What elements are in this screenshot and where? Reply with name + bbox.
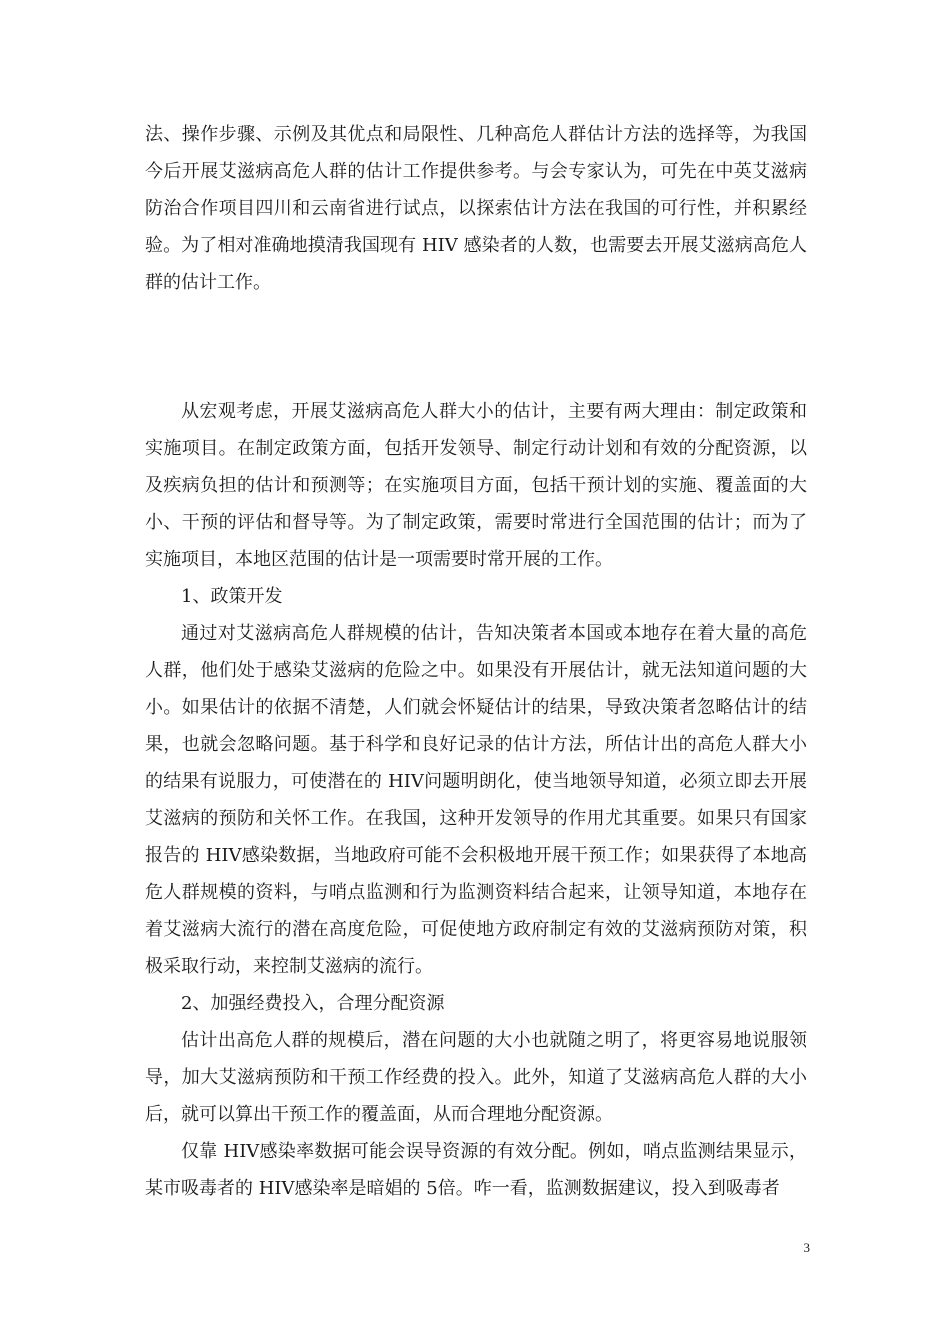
page-number: 3 <box>803 1240 810 1255</box>
section-heading-policy: 1、政策开发 <box>181 586 283 607</box>
paragraph: 仅靠 HIV感染率数据可能会误导资源的有效分配。例如，哨点监测结果显示，某市吸毒者的 HIV感染率是暗娼的 5倍。咋一看，监测数据建议，投入到吸毒者 <box>145 1141 807 1199</box>
text-block-continuation <box>145 116 807 301</box>
paragraph: 法、操作步骤、示例及其优点和局限性、几种高危人群估计方法的选择等，为我国今后开展艾滋病高危人群的估计工作提供参考。与会专家认为，可先在中英艾滋病防治合作项目四川和云南省进行试点，以探索估计方法在我国的可行性，并积累经验。为了相对准确地摸清我国现有 HIV 感染者的人数，也需要去开展艾滋病高危人群的估计工作。 <box>145 124 807 293</box>
paragraph: 估计出高危人群的规模后，潜在问题的大小也就随之明了，将更容易地说服领导，加大艾滋病预防和干预工作经费的投入。此外，知道了艾滋病高危人群的大小后，就可以算出干预工作的覆盖面，从而合理地分配资源。 <box>145 1030 807 1125</box>
text-block-main <box>145 393 807 1207</box>
paragraph: 通过对艾滋病高危人群规模的估计，告知决策者本国或本地存在着大量的高危人群，他们处于感染艾滋病的危险之中。如果没有开展估计，就无法知道问题的大小。如果估计的依据不清楚，人们就会怀疑估计的结果，导致决策者忽略估计的结果，也就会忽略问题。基于科学和良好记录的估计方法，所估计出的高危人群大小的结果有说服力，可使潜在的 HIV问题明朗化，使当地领导知道，必须立即去开展艾滋病的预防和关怀工作。在我国，这种开发领导的作用尤其重要。如果只有国家报告的 HIV感染数据，当地政府可能不会积极地开展干预工作；如果获得了本地高危人群规模的资料，与哨点监测和行为监测资料结合起来，让领导知道，本地存在着艾滋病大流行的潜在高度危险，可促使地方政府制定有效的艾滋病预防对策，积极采取行动，来控制艾滋病的流行。 <box>145 623 807 977</box>
paragraph: 从宏观考虑，开展艾滋病高危人群大小的估计，主要有两大理由：制定政策和实施项目。在制定政策方面，包括开发领导、制定行动计划和有效的分配资源，以及疾病负担的估计和预测等；在实施项目方面，包括干预计划的实施、覆盖面的大小、干预的评估和督导等。为了制定政策，需要时常进行全国范围的估计；而为了实施项目，本地区范围的估计是一项需要时常开展的工作。 <box>145 401 807 570</box>
section-heading-funding: 2、加强经费投入，合理分配资源 <box>181 993 445 1014</box>
